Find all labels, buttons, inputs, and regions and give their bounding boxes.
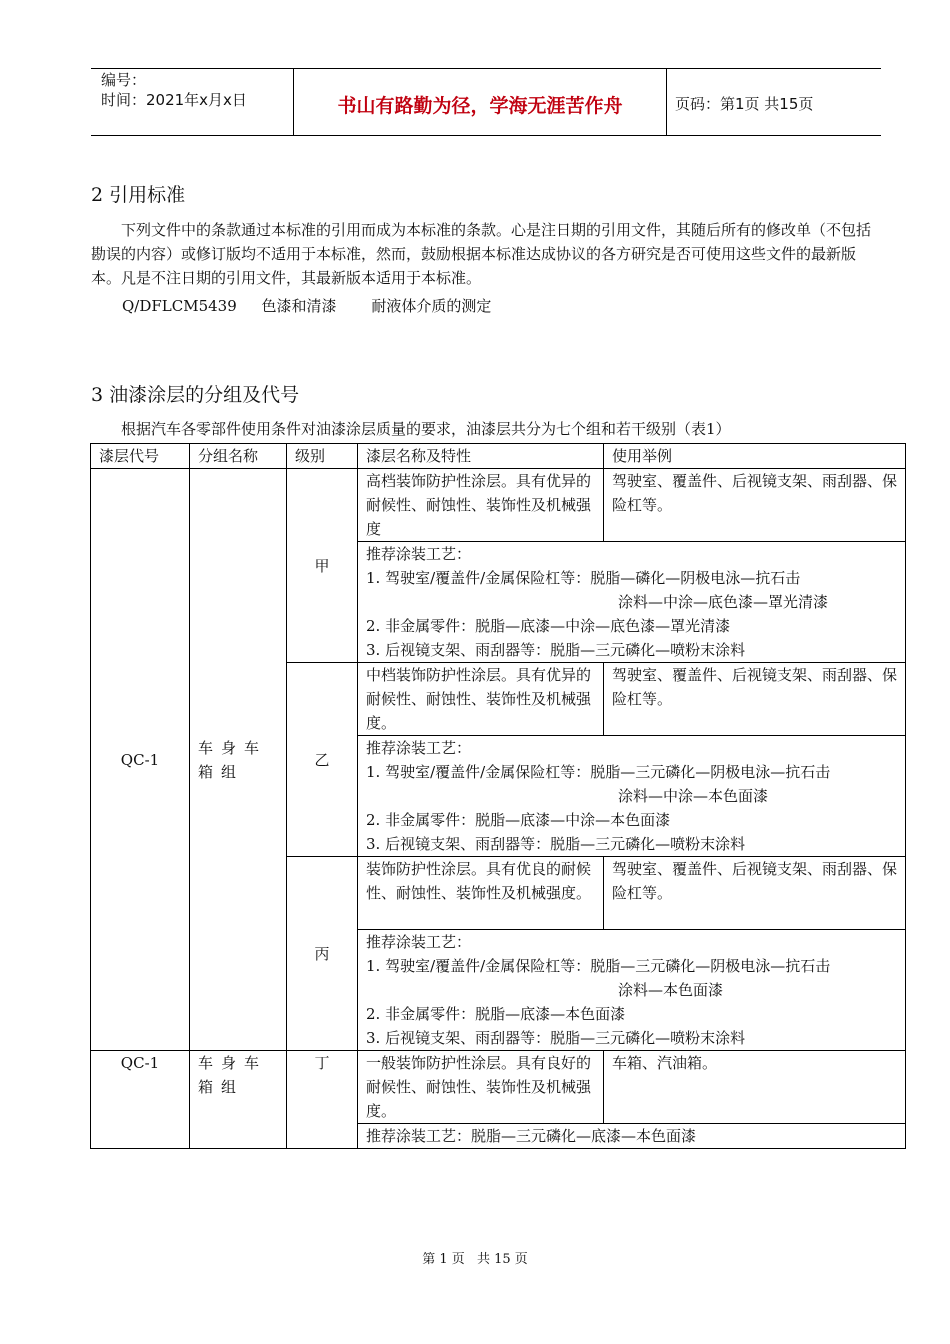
process-step-continued: 涂料—本色面漆 [618,981,724,999]
usage-cell: 驾驶室、覆盖件、后视镜支架、雨刮器、保险杠等。 [604,663,906,736]
table-row [91,469,906,542]
col-header: 级别 [287,444,358,469]
group-name-cell [190,1051,287,1149]
col-header: 漆层代号 [91,444,190,469]
desc-cell: 高档装饰防护性涂层。具有优异的耐候性、耐蚀性、装饰性及机械强度 [358,469,604,542]
process-cell [358,930,906,1051]
footer-total: 共 15 页 [476,1252,528,1267]
header-meta [101,70,247,110]
process-step: 3. 后视镜支架、雨刮器等：脱脂—三元磷化—喷粉末涂料 [366,835,746,853]
col-header: 使用举例 [604,444,906,469]
footer-page: 第 1 页 [422,1252,465,1267]
usage-cell: 车箱、汽油箱。 [604,1051,906,1124]
table-header-row [91,444,906,469]
level-cell: 乙 [287,663,358,857]
header-motto: 书山有路勤为径，学海无涯苦作舟 [337,95,623,117]
process-title: 推荐涂装工艺： [366,545,472,563]
reference-name-1: 色漆和清漆 [261,297,337,315]
desc-cell: 一般装饰防护性涂层。具有良好的耐候性、耐蚀性、装饰性及机械强度。 [358,1051,604,1124]
level-cell: 丙 [287,857,358,1051]
usage-cell: 驾驶室、覆盖件、后视镜支架、雨刮器、保险杠等。 [604,857,906,930]
process-step: 2. 非金属零件：脱脂—底漆—中涂—本色面漆 [366,811,671,829]
page-footer [0,1248,950,1267]
process-title: 推荐涂装工艺： [366,933,472,951]
header-page-info: 页码：第1页 共15页 [675,95,814,113]
header-divider [666,68,667,135]
section-3-paragraph: 根据汽车各零部件使用条件对油漆涂层质量的要求，油漆层共分为七个组和若干级别（表1） [121,420,731,438]
process-step: 2. 非金属零件：脱脂—底漆—中涂—底色漆—罩光清漆 [366,617,731,635]
process-title: 推荐涂装工艺： [366,739,472,757]
reference-code: Q/DFLCM5439 [122,297,237,315]
time-label: 时间：2021年x月x日 [101,91,247,109]
reference-name-2: 耐液体介质的测定 [371,297,492,315]
coating-table [90,443,906,1149]
group-name: 车身车箱组 [198,738,268,781]
reference-line [122,295,491,316]
process-cell: 推荐涂装工艺：脱脂—三元磷化—底漆—本色面漆 [358,1124,906,1149]
level-cell: 甲 [287,469,358,663]
process-step: 1. 驾驶室/覆盖件/金属保险杠等：脱脂—磷化—阴极电泳—抗石击 [366,569,801,587]
process-step-continued: 涂料—中涂—本色面漆 [618,787,769,805]
layer-code-cell: QC-1 [91,1051,190,1149]
table-row [91,1051,906,1124]
desc-cell: 装饰防护性涂层。具有优良的耐候性、耐蚀性、装饰性及机械强度。 [358,857,604,930]
number-label: 编号： [101,71,147,89]
process-cell [358,542,906,663]
process-step: 1. 驾驶室/覆盖件/金属保险杠等：脱脂—三元磷化—阴极电泳—抗石击 [366,763,831,781]
section-2-paragraph: 下列文件中的条款通过本标准的引用而成为本标准的条款。心是注日期的引用文件，其随后所有的修改单（不包括勘误的内容）或修订版均不适用于本标准，然而，鼓励根据本标准达成协议的各方研究是否可使用这些文件的最新版本。凡是不注日期的引用文件，其最新版本适用于本标准。 [91,221,872,287]
process-step-continued: 涂料—中涂—底色漆—罩光清漆 [618,593,829,611]
col-header: 分组名称 [190,444,287,469]
group-name-cell [190,469,287,1051]
usage-cell: 驾驶室、覆盖件、后视镜支架、雨刮器、保险杠等。 [604,469,906,542]
layer-code-cell: QC-1 [91,469,190,1051]
process-step: 2. 非金属零件：脱脂—底漆—本色面漆 [366,1005,626,1023]
level-cell: 丁 [287,1051,358,1149]
header-top-rule [91,68,881,69]
process-step: 3. 后视镜支架、雨刮器等：脱脂—三元磷化—喷粉末涂料 [366,1029,746,1047]
process-step: 1. 驾驶室/覆盖件/金属保险杠等：脱脂—三元磷化—阴极电泳—抗石击 [366,957,831,975]
desc-cell: 中档装饰防护性涂层。具有优异的耐候性、耐蚀性、装饰性及机械强度。 [358,663,604,736]
col-header: 漆层名称及特性 [358,444,604,469]
group-name: 车身车箱组 [198,1054,268,1096]
header-bottom-rule [91,135,881,136]
section-3-title: 3 油漆涂层的分组及代号 [91,384,300,406]
section-2-title: 2 引用标准 [91,184,186,206]
process-cell [358,736,906,857]
process-step: 3. 后视镜支架、雨刮器等：脱脂—三元磷化—喷粉末涂料 [366,641,746,659]
